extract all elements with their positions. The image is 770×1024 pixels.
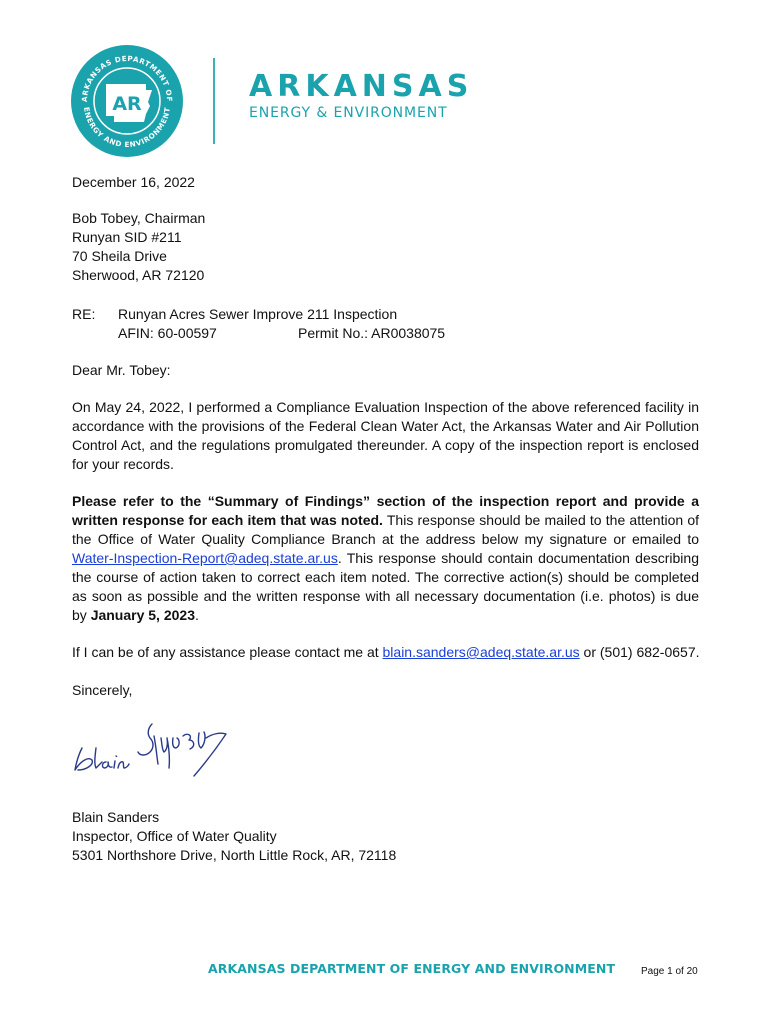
letter-date: December 16, 2022 (72, 174, 195, 190)
paragraph-inspection: On May 24, 2022, I performed a Compliance Evaluation Inspection of the above referenced facility in accordance with the provisions of the Federal Clean Water Act, the Arkansas Water and Air Pollution Control Act, and the regulations promulgated thereunder. A copy of the inspection report is enclosed for your records. (72, 399, 699, 472)
footer-organization: ARKANSAS DEPARTMENT OF ENERGY AND ENVIRONMENT (208, 961, 616, 976)
handwritten-signature (66, 718, 236, 790)
signer-address: 5301 Northshore Drive, North Little Rock, AR, 72118 (72, 847, 397, 863)
report-email-link[interactable]: Water-Inspection-Report@adeq.state.ar.us (72, 550, 338, 566)
re-label: RE: (72, 306, 96, 322)
signer-title: Inspector, Office of Water Quality (72, 828, 277, 844)
salutation: Dear Mr. Tobey: (72, 362, 171, 378)
re-permit: Permit No.: AR0038075 (298, 325, 446, 341)
response-end: . (194, 607, 199, 623)
contact-phone: or (501) 682-0657. (579, 644, 700, 660)
brand-wordmark (249, 71, 473, 121)
response-text: This response should be mailed to the attention of the Office of Water Quality Compliance Branch at the address below my signature or emailed to (72, 512, 700, 547)
recipient-line: Sherwood, AR 72120 (72, 267, 205, 283)
inspector-email-link[interactable]: blain.sanders@adeq.state.ar.us (382, 644, 580, 660)
response-text-2: . This response should contain documentation describing the course of action taken to correct each item noted. The corrective action(s) should be completed as soon as possible and the written response with all necessary documentation (i.e. photos) is due by (72, 550, 699, 623)
recipient-line: Bob Tobey, Chairman (72, 210, 206, 226)
svg-text:ENERGY AND ENVIRONMENT: ENERGY AND ENVIRONMENT (82, 106, 172, 150)
signer-block (72, 808, 396, 865)
brand-name: ARKANSAS (249, 69, 474, 104)
svg-text:ARKANSAS DEPARTMENT OF: ARKANSAS DEPARTMENT OF (79, 53, 175, 103)
re-afin: AFIN: 60-00597 (118, 325, 217, 341)
page-number: Page 1 of 20 (641, 966, 698, 977)
letterhead-divider (213, 58, 215, 144)
paragraph-response (72, 492, 699, 625)
signer-name: Blain Sanders (72, 809, 160, 825)
recipient-line: Runyan SID #211 (72, 229, 182, 245)
closing: Sincerely, (72, 682, 133, 698)
svg-text:AR: AR (112, 93, 142, 115)
contact-text: If I can be of any assistance please contact me at (72, 644, 383, 660)
paragraph-contact (72, 643, 700, 662)
recipient-address (72, 209, 205, 285)
re-subject: Runyan Acres Sewer Improve 211 Inspection (118, 306, 398, 322)
recipient-line: 70 Sheila Drive (72, 248, 167, 264)
due-date: January 5, 2023 (90, 607, 195, 623)
department-seal-logo (70, 44, 184, 158)
brand-subtitle: ENERGY & ENVIRONMENT (249, 105, 448, 121)
response-instruction: Please refer to the “Summary of Findings” section of the inspection report and provide a written response for each item that was noted. (72, 493, 699, 528)
